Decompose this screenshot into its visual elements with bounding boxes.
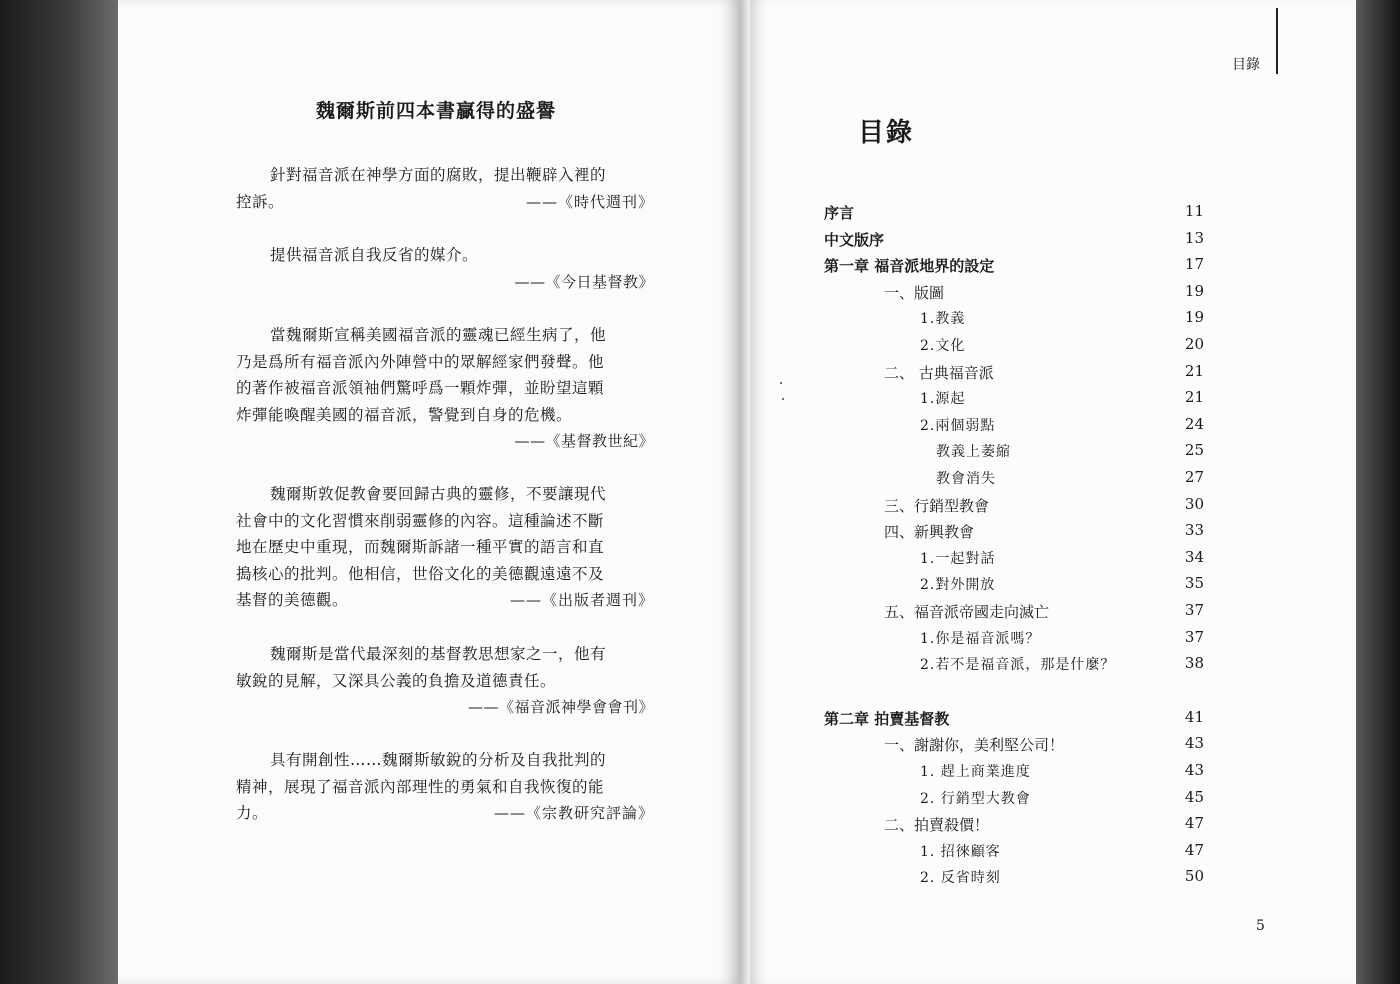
toc-entry-page: 47	[1184, 814, 1204, 833]
quote-line: 魏爾斯敦促教會要回歸古典的靈修，不要讓現代	[270, 485, 607, 503]
praise-quote	[236, 322, 660, 455]
toc-entry-page: 35	[1184, 574, 1204, 593]
toc-entry-label: 2. 行銷型大教會	[920, 790, 1031, 807]
quote-line: 敏銳的見解，又深具公義的負擔及道德責任。	[236, 671, 557, 690]
book-spine-left	[0, 0, 118, 984]
quote-line: 搗核心的批判。他相信，世俗文化的美德觀遠遠不及	[236, 564, 605, 583]
toc-entry-page: 13	[1184, 228, 1204, 247]
quote-line: 炸彈能喚醒美國的福音派，警覺到自身的危機。	[236, 405, 573, 424]
toc-entry-page: 11	[1184, 202, 1204, 220]
toc-entry-page: 50	[1184, 867, 1204, 886]
toc-entry-label: 2.兩個弱點	[920, 417, 996, 434]
praise-title: 魏爾斯前四本書贏得的盛譽	[316, 100, 557, 122]
quote-source: ——《基督教世紀》	[514, 432, 654, 450]
toc-entry-page: 41	[1184, 707, 1204, 726]
quote-source: ——《出版者週刊》	[509, 591, 654, 609]
quote-line: 提供福音派自我反省的媒介。	[270, 246, 479, 264]
toc-entry-page: 37	[1184, 627, 1204, 646]
quote-line: 當魏爾斯宣稱美國福音派的靈魂已經生病了，他	[270, 326, 607, 344]
toc-entry-label: 2.文化	[920, 338, 966, 354]
scan-speck	[780, 382, 782, 384]
toc-entry-label: 一、謝謝你，美利堅公司！	[884, 736, 1065, 755]
toc-entry-label: 序言	[824, 204, 855, 222]
toc-entry-page: 30	[1184, 494, 1204, 513]
quote-line: 魏爾斯是當代最深刻的基督教思想家之一，他有	[270, 645, 607, 663]
toc-title: 目錄	[858, 118, 915, 148]
toc-entry-page: 19	[1184, 281, 1204, 300]
book-edge-right	[1356, 0, 1400, 984]
toc-entry-label: 第二章 拍賣基督教	[824, 709, 950, 728]
toc-entry-label: 第一章 福音派地界的設定	[824, 257, 995, 276]
quote-line: 力。 ——《宗教研究評論》	[236, 800, 660, 827]
scan-speck	[782, 398, 784, 400]
quote-source: ——《時代週刊》	[525, 192, 654, 211]
toc-entry-label: 2.對外開放	[920, 577, 996, 594]
toc-entry-label: 四、新興教會	[884, 523, 975, 542]
quote-line: 控訴。 ——《時代週刊》	[236, 189, 660, 216]
toc-entry-label: 2. 反省時刻	[920, 870, 1001, 887]
toc-entry-page: 47	[1184, 840, 1204, 859]
toc-entry-page: 43	[1184, 734, 1204, 753]
quote-source: ——《福音派神學會會刊》	[467, 698, 654, 716]
toc-entry-label: 1.一起對話	[920, 550, 996, 567]
praise-quote	[236, 641, 660, 721]
toc-entry-page: 33	[1184, 521, 1204, 540]
praise-quote	[236, 162, 660, 215]
toc-entry-label: 一、版圖	[884, 283, 945, 302]
toc-entry-label: 1.源起	[920, 391, 966, 408]
toc-entry-page: 34	[1184, 547, 1204, 566]
quote-line: 的著作被福音派領袖們驚呼爲一顆炸彈，並盼望這顆	[236, 379, 605, 397]
quote-line: 地在歷史中重現，而魏爾斯訴諸一種平實的語言和直	[236, 538, 605, 556]
book-gutter	[740, 0, 750, 984]
toc-entry-page: 45	[1184, 787, 1204, 806]
toc-entry-label: 二、 古典福音派	[884, 363, 994, 382]
toc-entry-label: 五、福音派帝國走向滅亡	[884, 603, 1050, 621]
praise-quote	[236, 747, 660, 827]
toc-entry-label: 三、行銷型教會	[884, 496, 990, 515]
toc-entry-page: 21	[1184, 388, 1204, 407]
toc-entry-label: 教義上萎縮	[936, 444, 1011, 461]
toc-entry-page: 27	[1184, 468, 1204, 486]
quote-line: 基督的美德觀。 ——《出版者週刊》	[236, 587, 660, 614]
toc-entry-page: 38	[1184, 654, 1204, 673]
toc-entry-label: 二、拍賣殺價！	[884, 816, 990, 835]
toc-entry-page: 17	[1184, 255, 1204, 274]
right-page	[750, 0, 1356, 984]
toc-entry-label: 1.教義	[920, 311, 966, 328]
quote-line: 社會中的文化習慣來削弱靈修的內容。這種論述不斷	[236, 511, 605, 530]
quote-line: 乃是爲所有福音派內外陣營中的眾解經家們發聲。他	[236, 352, 605, 371]
toc-entry-page: 25	[1184, 441, 1204, 460]
toc-entry-label: 中文版序	[824, 230, 885, 249]
running-head-rule	[1276, 8, 1278, 74]
quote-source: ——《宗教研究評論》	[493, 804, 654, 822]
toc-entry-label: 1. 招徠顧客	[920, 843, 1001, 860]
toc-entry-label: 1. 趕上商業進度	[920, 764, 1031, 780]
quote-line: 具有開創性……魏爾斯敏銳的分析及自我批判的	[270, 751, 607, 769]
toc-entry-page: 37	[1184, 601, 1204, 619]
toc-entry-label: 教會消失	[936, 471, 996, 487]
toc-entry-page: 43	[1184, 761, 1204, 779]
page-number: 5	[1256, 918, 1265, 934]
toc-entry-page: 21	[1184, 361, 1204, 380]
praise-quote	[236, 481, 660, 614]
toc-entry-page: 24	[1184, 414, 1204, 433]
toc-entry-label: 1.你是福音派嗎？	[920, 630, 1041, 647]
toc-entry-page: 19	[1184, 308, 1204, 327]
running-head: 目錄	[1232, 57, 1260, 73]
quote-line: 精神，展現了福音派內部理性的勇氣和自我恢復的能	[236, 777, 605, 796]
praise-quote	[236, 242, 660, 295]
toc-entry-label: 2.若不是福音派，那是什麼？	[920, 657, 1116, 674]
quote-source: ——《今日基督教》	[514, 272, 654, 291]
quote-line: 針對福音派在神學方面的腐敗，提出鞭辟入裡的	[270, 166, 607, 184]
toc-entry-page: 20	[1184, 335, 1204, 353]
